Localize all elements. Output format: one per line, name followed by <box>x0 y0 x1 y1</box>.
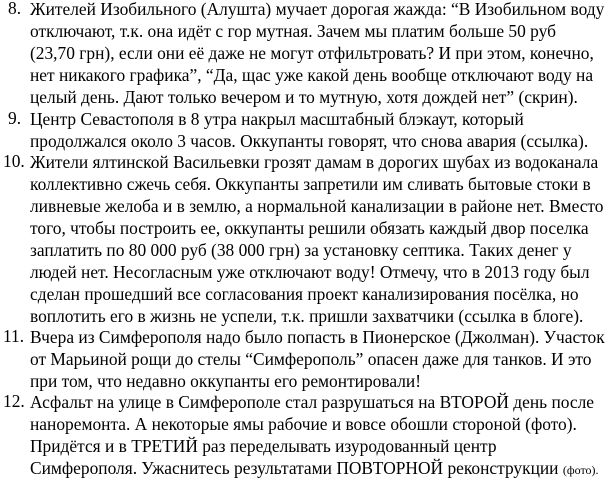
item-text-line: воплотить его в жизнь не успели, т.к. пришли захватчики (ссылка в блоге). <box>30 306 584 326</box>
item-text-line: того, чтобы построить ее, оккупанты решили обязать каждый двор поселка <box>30 218 589 238</box>
item-text-line: сделан прошедший все согласования проект канализирования посёлка, но <box>30 284 579 304</box>
photo-reference: (фото). <box>562 463 599 477</box>
item-text-line: Придётся и в ТРЕТИЙ раз переделывать изуродованный центр <box>30 436 497 456</box>
item-text-line: наноремонта. А некоторые ямы рабочие и вовсе обошли стороной (фото). <box>30 414 577 434</box>
item-text-line: нет никакого графика”, “Да, щас уже какой день вообще отключают воду на <box>30 65 594 85</box>
item-text-line: заплатить по 80 000 руб (38 000 грн) за установку септика. Таких денег у <box>30 240 572 260</box>
item-number: 11. <box>3 326 25 346</box>
item-text-line: Асфальт на улице в Симферополе стал разрушаться на ВТОРОЙ день после <box>30 392 594 412</box>
item-number: 9. <box>8 108 22 128</box>
item-text-line: ливневые желоба и в землю, а нормальной канализации в районе нет. Вместо <box>30 196 604 216</box>
item-text-line: отключают, т.к. она идёт с гор мутная. Зачем мы платим больше 50 руб <box>30 21 556 41</box>
item-text-line: людей нет. Несогласным уже отключают воду! Отмечу, что в 2013 году был <box>30 262 590 282</box>
item-text-line: Центр Севастополя в 8 утра накрыл масштабный блэкаут, который <box>30 109 524 129</box>
item-text-line: Жители ялтинской Васильевки грозят дамам в дорогих шубах из водоканала <box>30 152 599 172</box>
item-text-line: (23,70 грн), если они её даже не могут отфильтровать? И при этом, конечно, <box>30 43 594 63</box>
item-text-line: продолжался около 3 часов. Оккупанты говорят, что снова авария (ссылка). <box>30 131 589 151</box>
item-text-line: от Марьиной рощи до стелы “Симферополь” опасен даже для танков. И это <box>30 349 592 369</box>
item-text-line: при том, что недавно оккупанты его ремонтировали! <box>30 371 421 391</box>
item-text-line: Жителей Изобильного (Алушта) мучает дорогая жажда: “В Изобильном воду <box>30 0 605 19</box>
item-text-line: целый день. Дают только вечером и то мутную, хотя дождей нет” (скрин). <box>30 87 578 107</box>
item-number: 8. <box>8 0 22 18</box>
item-number: 10. <box>3 151 25 171</box>
item-text-line: коллективно сжечь себя. Оккупанты запретили им сливать бытовые стоки в <box>30 174 591 194</box>
item-text-line: Вчера из Симферополя надо было попасть в Пионерское (Джолман). Участок <box>30 327 605 347</box>
item-number: 12. <box>3 391 25 411</box>
item-text: Симферополя. Ужаснитесь результатами ПОВТОРНОЙ реконструкции <box>30 458 559 478</box>
item-text-line-last <box>30 457 599 481</box>
